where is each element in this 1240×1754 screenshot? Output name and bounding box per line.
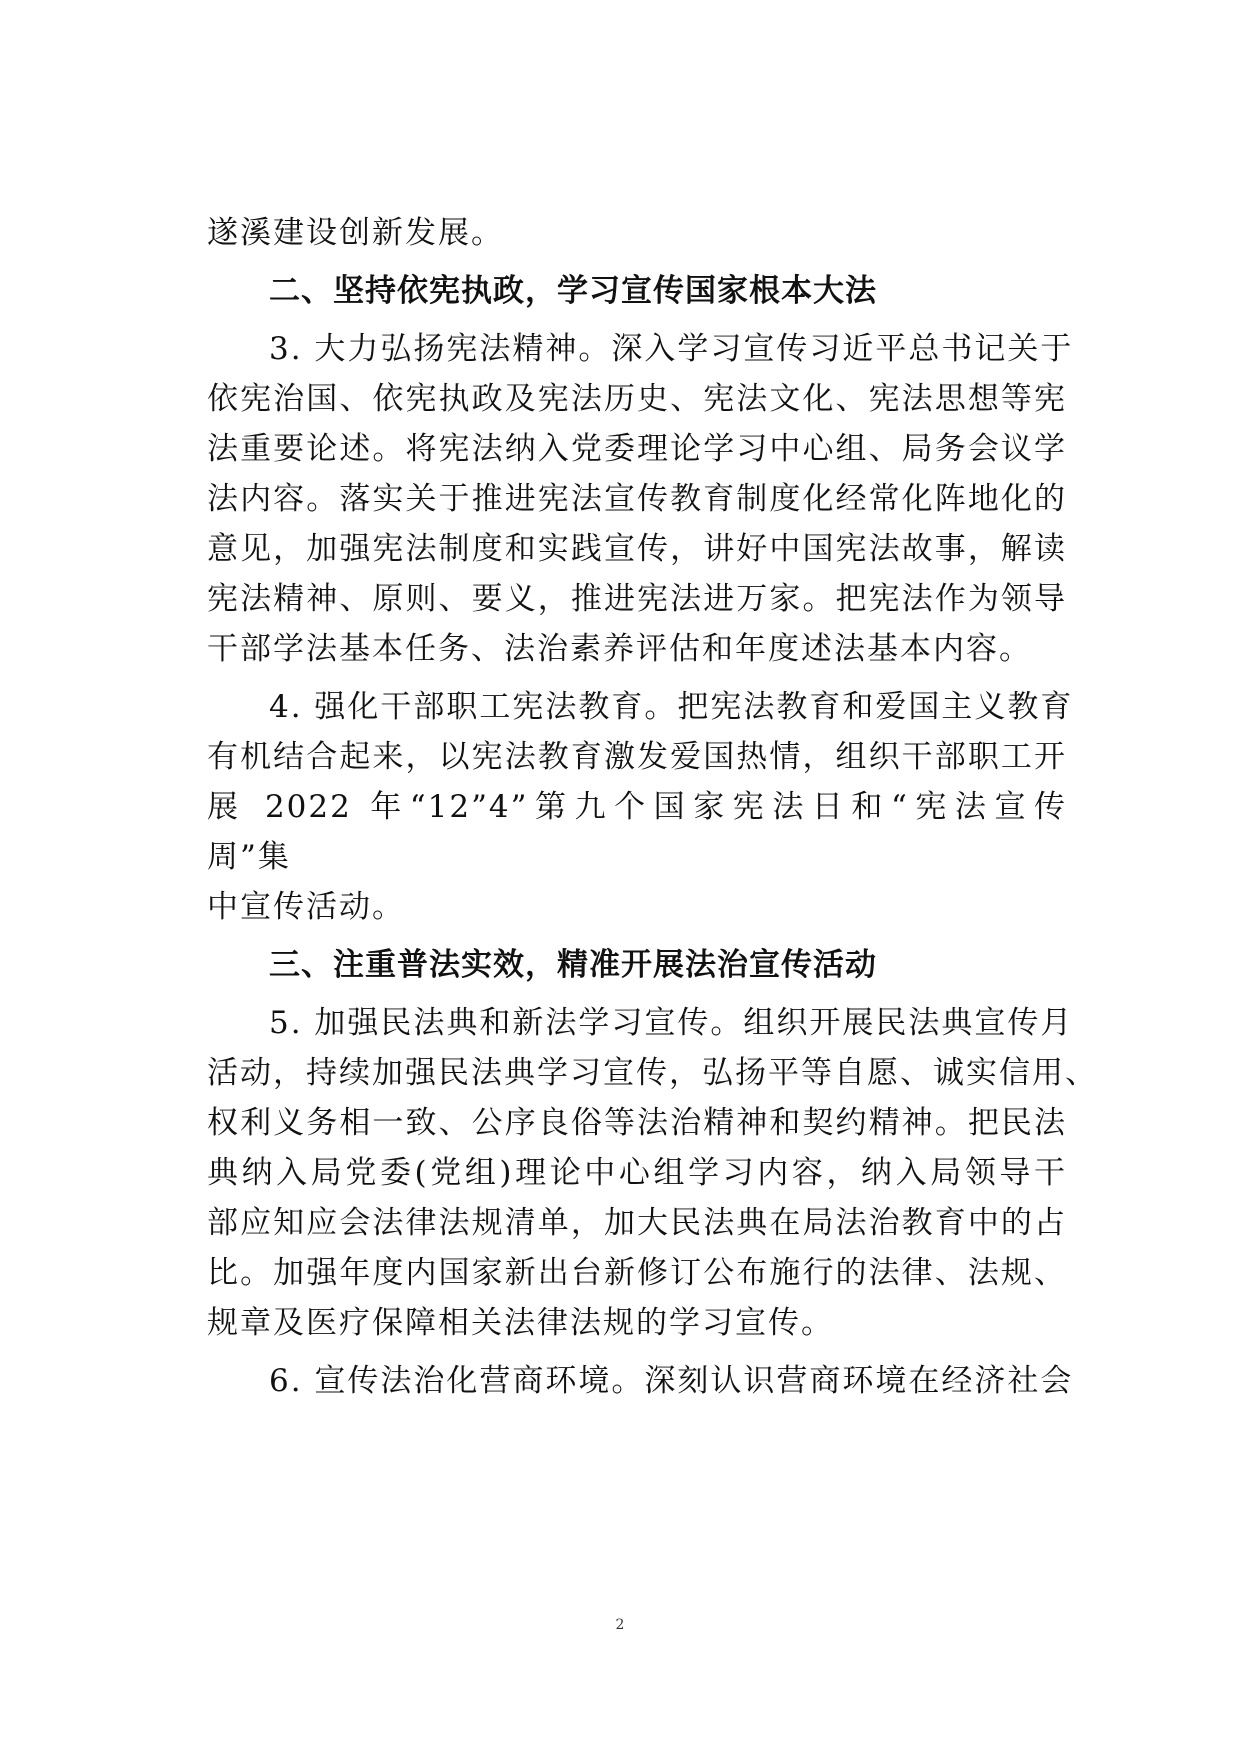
paragraph-line: 展 2022 年“12”4”第九个国家宪法日和“宪法宣传 bbox=[207, 789, 1067, 825]
paragraph-item-4 bbox=[207, 682, 1074, 932]
intro-line: 遂溪建设创新发展。 bbox=[207, 215, 504, 251]
paragraph-line: 干部学法基本任务、法治素养评估和年度述法基本内容。 bbox=[207, 631, 1032, 667]
paragraph-line: 依宪治国、依宪执政及宪法历史、宪法文化、宪法思想等宪 bbox=[207, 381, 1067, 417]
section-heading-3: 三、注重普法实效，精准开展法治宣传活动 bbox=[269, 947, 877, 983]
paragraph-item-3 bbox=[207, 324, 1074, 674]
paragraph-line: 法重要论述。将宪法纳入党委理论学习中心组、局务会议学 bbox=[207, 431, 1067, 467]
paragraph-line: 典纳入局党委(党组)理论中心组学习内容，纳入局领导干 bbox=[207, 1155, 1067, 1191]
document-body bbox=[207, 208, 1098, 1406]
paragraph-line: 规章及医疗保障相关法律法规的学习宣传。 bbox=[207, 1305, 834, 1341]
paragraph-line: 宪法精神、原则、要义，推进宪法进万家。把宪法作为领导 bbox=[207, 581, 1067, 617]
paragraph-line: 4. 强化干部职工宪法教育。把宪法教育和爱国主义教育 bbox=[269, 689, 1074, 725]
section-heading-2: 二、坚持依宪执政，学习宣传国家根本大法 bbox=[269, 273, 877, 309]
paragraph-line: 有机结合起来，以宪法教育激发爱国热情，组织干部职工开 bbox=[207, 739, 1067, 775]
page-number: 2 bbox=[615, 1617, 625, 1633]
paragraph-line: 3. 大力弘扬宪法精神。深入学习宣传习近平总书记关于 bbox=[269, 331, 1074, 367]
paragraph-item-5 bbox=[207, 998, 1098, 1348]
paragraph-line: 意见，加强宪法制度和实践宣传，讲好中国宪法故事，解读 bbox=[207, 531, 1067, 567]
paragraph-line: 5. 加强民法典和新法学习宣传。组织开展民法典宣传月 bbox=[269, 1005, 1074, 1041]
paragraph-line: 中宣传活动。 bbox=[207, 889, 405, 925]
paragraph-line: 部应知应会法律法规清单，加大民法典在局法治教育中的占 bbox=[207, 1205, 1067, 1241]
paragraph-line: 6. 宣传法治化营商环境。深刻认识营商环境在经济社会 bbox=[269, 1363, 1074, 1399]
paragraph-item-6 bbox=[207, 1356, 1074, 1406]
paragraph-line: 比。加强年度内国家新出台新修订公布施行的法律、法规、 bbox=[207, 1255, 1067, 1291]
paragraph-line: 权利义务相一致、公序良俗等法治精神和契约精神。把民法 bbox=[207, 1105, 1067, 1141]
paragraph-line: 周”集 bbox=[207, 839, 291, 875]
paragraph-line: 法内容。落实关于推进宪法宣传教育制度化经常化阵地化的 bbox=[207, 481, 1067, 517]
paragraph-line: 活动，持续加强民法典学习宣传，弘扬平等自愿、诚实信用、 bbox=[207, 1055, 1098, 1091]
